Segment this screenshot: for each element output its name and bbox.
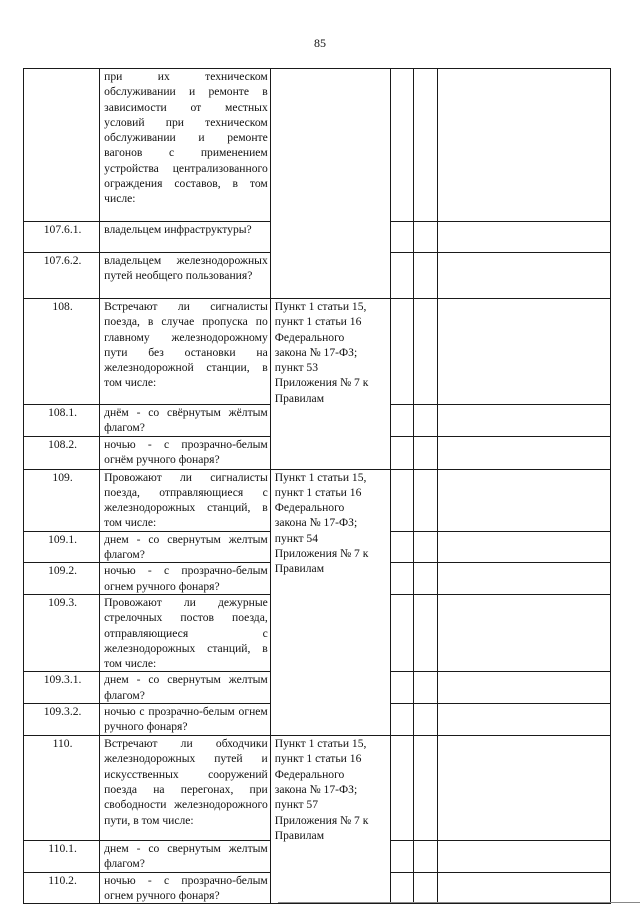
answer-no-cell[interactable] [413, 672, 437, 704]
answer-no-cell[interactable] [413, 736, 437, 841]
row-question: владельцем железнодорожных путей необщего пользования? [100, 253, 271, 299]
answer-yes-cell[interactable] [390, 299, 413, 405]
answer-yes-cell[interactable] [390, 253, 413, 299]
answer-yes-cell[interactable] [390, 872, 413, 904]
page-number: 85 [314, 36, 326, 50]
legal-reference-cell: Пункт 1 статьи 15, пункт 1 статьи 16 Федерального закона № 17-ФЗ; пункт 54 Приложения № 7 к Правилам [270, 469, 390, 735]
note-cell[interactable] [438, 736, 611, 841]
row-number: 109.3.1. [24, 672, 100, 704]
note-cell[interactable] [438, 672, 611, 704]
row-question: ночью - с прозрачно-белым огнём ручного фонаря? [100, 436, 271, 469]
row-question: Провожают ли сигналисты поезда, отправляющиеся с железнодорожных станций, в том числе: [100, 469, 271, 531]
answer-yes-cell[interactable] [390, 563, 413, 595]
row-number: 109.3. [24, 594, 100, 671]
row-number: 109.3.2. [24, 704, 100, 736]
row-number: 110.1. [24, 841, 100, 873]
note-cell[interactable] [438, 469, 611, 531]
table-row [24, 469, 611, 531]
answer-yes-cell[interactable] [390, 405, 413, 437]
note-cell[interactable] [438, 563, 611, 595]
row-question: ночью - с прозрачно-белым огнем ручного фонаря? [100, 563, 271, 595]
row-number: 110. [24, 736, 100, 841]
row-number: 107.6.1. [24, 222, 100, 253]
answer-yes-cell[interactable] [390, 736, 413, 841]
row-number: 109.2. [24, 563, 100, 595]
row-number: 110.2. [24, 872, 100, 904]
row-question: днем - со свернутым желтым флагом? [100, 672, 271, 704]
answer-no-cell[interactable] [413, 69, 437, 222]
answer-no-cell[interactable] [413, 563, 437, 595]
row-question: владельцем инфраструктуры? [100, 222, 271, 253]
row-question: днём - со свёрнутым жёлтым флагом? [100, 405, 271, 437]
note-cell[interactable] [438, 222, 611, 253]
answer-no-cell[interactable] [413, 299, 437, 405]
note-cell[interactable] [438, 594, 611, 671]
note-cell[interactable] [438, 299, 611, 405]
row-question: ночью - с прозрачно-белым огнем ручного фонаря? [100, 872, 271, 904]
legal-reference-cell: Пункт 1 статьи 15, пункт 1 статьи 16 Федерального закона № 17-ФЗ; пункт 53 Приложения № 7 к Правилам [270, 299, 390, 470]
row-question: Провожают ли дежурные стрелочных постов поезда, отправляющиеся с железнодорожных станций, в том числе: [100, 594, 271, 671]
row-number: 108.2. [24, 436, 100, 469]
note-cell[interactable] [438, 253, 611, 299]
row-question: Встречают ли сигналисты поезда, в случае пропуска по главному железнодорожному пути без остановки на железнодорожной станции, в том числе: [100, 299, 271, 405]
checklist-table [23, 68, 611, 904]
note-cell[interactable] [438, 531, 611, 563]
note-cell[interactable] [438, 69, 611, 222]
row-question: днем - со свернутым желтым флагом? [100, 841, 271, 873]
table-row [24, 69, 611, 222]
row-number: 108.1. [24, 405, 100, 437]
legal-reference-cell [270, 69, 390, 299]
row-number [24, 69, 100, 222]
answer-yes-cell[interactable] [390, 436, 413, 469]
bottom-divider [278, 902, 640, 903]
answer-no-cell[interactable] [413, 253, 437, 299]
answer-no-cell[interactable] [413, 531, 437, 563]
answer-no-cell[interactable] [413, 469, 437, 531]
answer-no-cell[interactable] [413, 704, 437, 736]
row-question: Встречают ли обходчики железнодорожных путей и искусственных сооружений поезда на перегонах, при свободности железнодорожного пути, в том числе: [100, 736, 271, 841]
answer-yes-cell[interactable] [390, 469, 413, 531]
answer-yes-cell[interactable] [390, 531, 413, 563]
answer-no-cell[interactable] [413, 841, 437, 873]
note-cell[interactable] [438, 872, 611, 904]
answer-no-cell[interactable] [413, 405, 437, 437]
legal-reference-cell: Пункт 1 статьи 15, пункт 1 статьи 16 Федерального закона № 17-ФЗ; пункт 57 Приложения № 7 к Правилам [270, 736, 390, 904]
row-number: 109. [24, 469, 100, 531]
row-question: ночью с прозрачно-белым огнем ручного фонаря? [100, 704, 271, 736]
answer-yes-cell[interactable] [390, 704, 413, 736]
answer-yes-cell[interactable] [390, 594, 413, 671]
row-question: при их техническом обслуживании и ремонте в зависимости от местных условий при техническом обслуживании и ремонте вагонов с применением устройства централизованного ограждения составов, в том числе: [100, 69, 271, 222]
row-question: днем - со свернутым желтым флагом? [100, 531, 271, 563]
note-cell[interactable] [438, 405, 611, 437]
answer-yes-cell[interactable] [390, 672, 413, 704]
note-cell[interactable] [438, 841, 611, 873]
answer-no-cell[interactable] [413, 872, 437, 904]
answer-yes-cell[interactable] [390, 69, 413, 222]
note-cell[interactable] [438, 436, 611, 469]
answer-no-cell[interactable] [413, 222, 437, 253]
table-row [24, 299, 611, 405]
note-cell[interactable] [438, 704, 611, 736]
row-number: 109.1. [24, 531, 100, 563]
row-number: 107.6.2. [24, 253, 100, 299]
answer-yes-cell[interactable] [390, 222, 413, 253]
answer-yes-cell[interactable] [390, 841, 413, 873]
row-number: 108. [24, 299, 100, 405]
answer-no-cell[interactable] [413, 436, 437, 469]
table-row [24, 736, 611, 841]
answer-no-cell[interactable] [413, 594, 437, 671]
